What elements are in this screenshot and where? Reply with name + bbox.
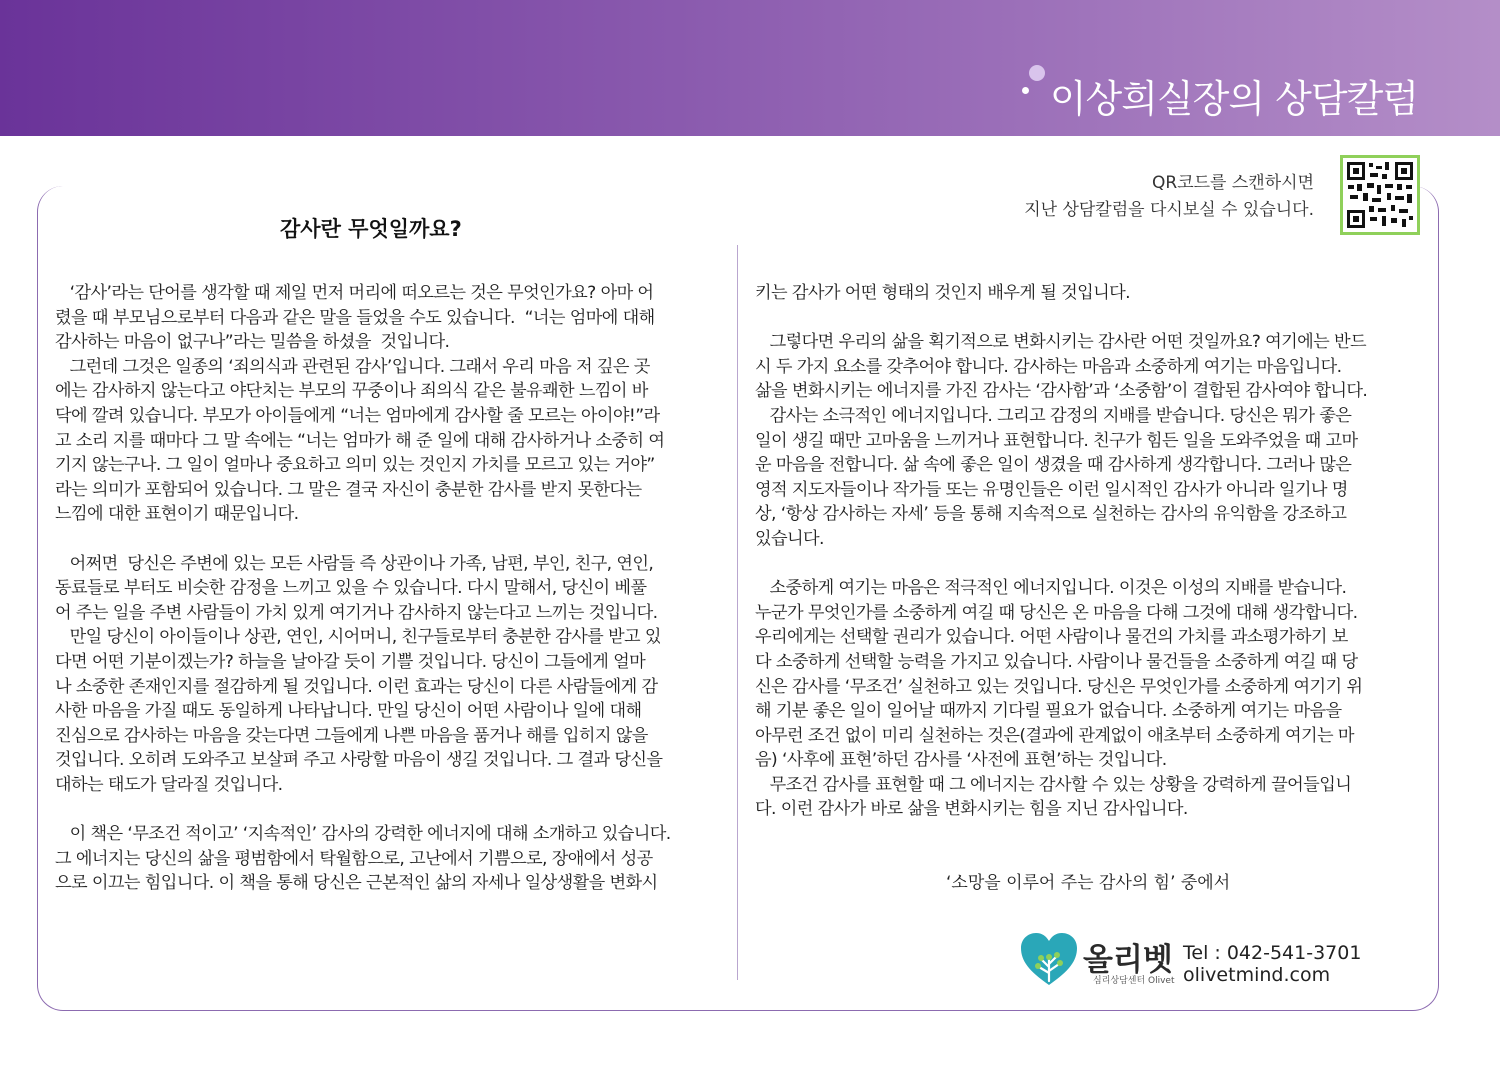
article-line: 아무런 조건 없이 미리 실천하는 것은(결과에 관계없이 애초부터 소중하게 여기는 마 <box>755 725 1354 746</box>
article-line: 누군가 무엇인가를 소중하게 여길 때 당신은 온 마음을 다해 그것에 대해 생각합니다. <box>755 602 1358 623</box>
article-column-left <box>55 281 725 896</box>
qr-code-icon[interactable] <box>1340 155 1420 235</box>
article-line: 우리에게는 선택할 권리가 있습니다. 어떤 사람이나 물건의 가치를 과소평가하기 보 <box>755 627 1348 648</box>
article-line <box>755 552 1425 577</box>
article-line: 만일 당신이 아이들이나 상관, 연인, 시어머니, 친구들로부터 충분한 감사를 받고 있 <box>55 627 661 648</box>
article-line: 어 주는 일을 주변 사람들이 가치 있게 여기거나 감사하지 않는다고 느끼는 것입니다. <box>55 602 658 623</box>
qr-caption-line1: QR코드를 스캔하시면 <box>1152 173 1314 193</box>
article-line: 으로 이끄는 힘입니다. 이 책을 통해 당신은 근본적인 삶의 자세나 일상생활을 변화시 <box>55 873 658 894</box>
brand-name: 올리벳 <box>1083 942 1173 978</box>
brand-subtitle: 심리상담센터 Olivet <box>1093 976 1175 986</box>
contact-tel: Tel : 042-541-3701 <box>1183 942 1362 964</box>
article-line: 라는 의미가 포함되어 있습니다. 그 말은 결국 자신이 충분한 감사를 받지 못한다는 <box>55 479 642 500</box>
article-line: 이 책은 ‘무조건 적이고’ ‘지속적인’ 감사의 강력한 에너지에 대해 소개하고 있습니다. <box>55 824 671 845</box>
article-line: 대하는 태도가 달라질 것입니다. <box>55 774 283 795</box>
contact-website[interactable]: olivetmind.com <box>1183 964 1331 986</box>
article-line: 다 소중하게 선택할 능력을 가지고 있습니다. 사람이나 물건들을 소중하게 여길 때 당 <box>755 651 1358 672</box>
article-line: 느낌에 대한 표현이기 때문입니다. <box>55 504 299 525</box>
header-banner <box>0 0 1500 136</box>
olivet-heart-logo-icon <box>1019 931 1079 987</box>
article-line: 있습니다. <box>755 528 824 549</box>
article-line: 감사하는 마음이 없구나”라는 밀씀을 하셨을 것입니다. <box>55 332 450 353</box>
article-line: 그런데 그것은 일종의 ‘죄의식과 관련된 감사’입니다. 그래서 우리 마음 저 깊은 곳 <box>55 356 650 377</box>
article-line: 다면 어떤 기분이겠는가? 하늘을 날아갈 듯이 기쁠 것입니다. 당신이 그들에게 얼마 <box>55 651 646 672</box>
qr-caption <box>1024 170 1314 224</box>
article-line: 동료들로 부터도 비슷한 감정을 느끼고 있을 수 있습니다. 다시 말해서, 당신이 베풀 <box>55 578 647 599</box>
article-line: 음) ‘사후에 표현’하던 감사를 ‘사전에 표현’하는 것입니다. <box>755 750 1167 771</box>
article-line <box>55 797 725 822</box>
article-line: 그렇다면 우리의 삶을 획기적으로 변화시키는 감사란 어떤 것일까요? 여기에는 반드 <box>755 332 1366 353</box>
article-line: 운 마음을 전합니다. 삶 속에 좋은 일이 생겼을 때 감사하게 생각합니다. 그러나 많은 <box>755 455 1352 476</box>
article-line: 상, ‘항상 감사하는 자세’ 등을 통해 지속적으로 실천하는 감사의 유익함을 강조하고 <box>755 504 1347 525</box>
article-line: ‘감사’라는 단어를 생각할 때 제일 먼저 머리에 떠오르는 것은 무엇인가요? 아마 어 <box>55 283 654 303</box>
article-line: 감사는 소극적인 에너지입니다. 그리고 감정의 지배를 받습니다. 당신은 뭐가 좋은 <box>755 405 1352 426</box>
decorative-dot-small-icon <box>1022 87 1029 94</box>
article-line: 에는 감사하지 않는다고 야단치는 부모의 꾸중이나 죄의식 같은 불유쾌한 느낌이 바 <box>55 381 648 402</box>
article-line: 그 에너지는 당신의 삶을 평범함에서 탁월함으로, 고난에서 기쁨으로, 장애에서 성공 <box>55 848 653 869</box>
contact-info <box>1183 942 1361 986</box>
article-line: 다. 이런 감사가 바로 삶을 변화시키는 힘을 지닌 감사입니다. <box>755 799 1188 820</box>
article-line: 것입니다. 오히려 도와주고 보살펴 주고 사랑할 마음이 생길 것입니다. 그 결과 당신을 <box>55 750 663 771</box>
article-line: 어쩌면 당신은 주변에 있는 모든 사람들 즉 상관이나 가족, 남편, 부인, 친구, 연인, <box>55 553 654 574</box>
decorative-dot-icon <box>1029 65 1045 81</box>
article-line: 나 소중한 존재인지를 절감하게 될 것입니다. 이런 효과는 당신이 다른 사람들에게 감 <box>55 676 658 697</box>
article-line: 신은 감사를 ‘무조건’ 실천하고 있는 것입니다. 당신은 무엇인가를 소중하게 여기기 위 <box>755 676 1363 697</box>
article-line: 소중하게 여기는 마음은 적극적인 에너지입니다. 이것은 이성의 지배를 받습니다. <box>755 578 1347 599</box>
article-line <box>755 306 1425 331</box>
article-line: 무조건 감사를 표현할 때 그 에너지는 감사할 수 있는 상황을 강력하게 끌어들입니 <box>755 774 1352 795</box>
article-line: 고 소리 지를 때마다 그 말 속에는 “너는 엄마가 해 준 일에 대해 감사하거나 소중히 여 <box>55 430 665 451</box>
source-citation: ‘소망을 이루어 주는 감사의 힘’ 중에서 <box>946 873 1231 893</box>
article-line: 일이 생길 때만 고마움을 느끼거나 표현합니다. 친구가 힘든 일을 도와주었을 때 고마 <box>755 430 1358 451</box>
article-line <box>55 527 725 552</box>
article-line: 진심으로 감사하는 마음을 갖는다면 그들에게 나쁜 마음을 품거나 해를 입히지 않을 <box>55 725 648 746</box>
article-line: 닥에 깔려 있습니다. 부모가 아이들에게 “너는 엄마에게 감사할 줄 모르는 아이야!”라 <box>55 405 660 426</box>
qr-caption-line2: 지난 상담칼럼을 다시보실 수 있습니다. <box>1024 200 1314 220</box>
article-line: 사한 마음을 가질 때도 동일하게 나타납니다. 만일 당신이 어떤 사람이나 일에 대해 <box>55 701 642 722</box>
article-line: 키는 감사가 어떤 형태의 것인지 배우게 될 것입니다. <box>755 283 1130 303</box>
column-divider <box>737 245 738 980</box>
column-series-title: 이상희실장의 상담칼럼 <box>1049 77 1418 121</box>
article-line: 해 기분 좋은 일이 일어날 때까지 기다릴 필요가 없습니다. 소중하게 여기는 마음을 <box>755 701 1342 722</box>
article-line: 삶을 변화시키는 에너지를 가진 감사는 ‘감사함’과 ‘소중함’이 결합된 감사여야 합니다. <box>755 381 1368 402</box>
article-line: 영적 지도자들이나 작가들 또는 유명인들은 이런 일시적인 감사가 아니라 일기나 명 <box>755 479 1348 500</box>
article-line: 기지 않는구나. 그 일이 얼마나 중요하고 의미 있는 것인지 가치를 모르고 있는 거야” <box>55 455 655 476</box>
article-title: 감사란 무엇일까요? <box>280 217 462 241</box>
article-line: 시 두 가지 요소를 갖추어야 합니다. 감사하는 마음과 소중하게 여기는 마음입니다. <box>755 356 1342 377</box>
article-column-right <box>755 281 1425 822</box>
article-line: 렸을 때 부모님으로부터 다음과 같은 말을 들었을 수도 있습니다. “너는 엄마에 대해 <box>55 307 655 328</box>
